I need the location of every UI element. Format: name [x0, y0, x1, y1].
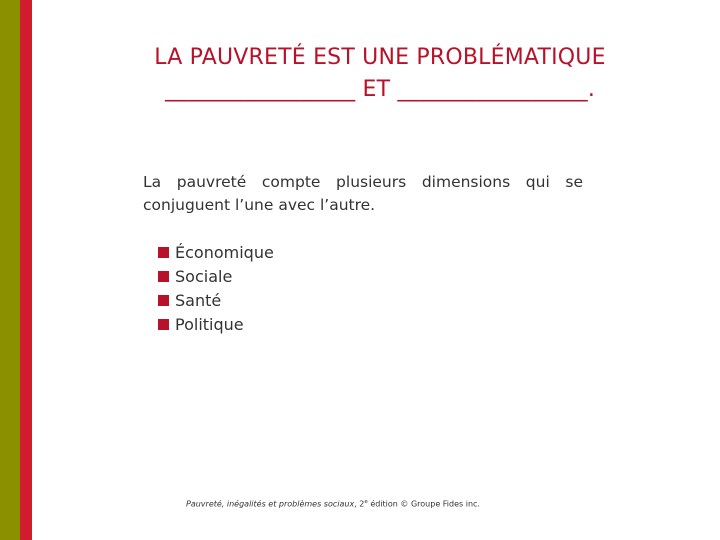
slide-title-line-1: LA PAUVRETÉ EST UNE PROBLÉMATIQUE [154, 45, 606, 70]
slide-title-line-2: _________________ ET _________________. [164, 77, 596, 102]
dimension-list [158, 240, 274, 336]
square-bullet-icon [158, 271, 169, 282]
list-item-label: Politique [175, 314, 244, 334]
square-bullet-icon [158, 247, 169, 258]
footer-edition-rest: édition © Groupe Fides inc. [367, 499, 480, 509]
body-paragraph: La pauvreté compte plusieurs dimensions qui se conjuguent l’une avec l’autre. [143, 173, 583, 214]
list-item [158, 312, 274, 336]
list-item [158, 240, 274, 264]
footer-edition-suffix: e [364, 499, 368, 505]
olive-side-stripe [0, 0, 20, 540]
footer-edition-number: 2 [359, 499, 365, 509]
list-item-label: Santé [175, 290, 222, 310]
list-item-label: Économique [175, 242, 274, 262]
slide-title [60, 42, 700, 106]
list-item [158, 264, 274, 288]
square-bullet-icon [158, 295, 169, 306]
square-bullet-icon [158, 319, 169, 330]
list-item [158, 288, 274, 312]
footer-book-title: Pauvreté, inégalités et problèmes sociaux [186, 499, 355, 509]
copyright-footer: Pauvreté, inégalités et problèmes sociaux, 2e édition © Groupe Fides inc. [186, 499, 480, 509]
red-side-stripe [20, 0, 32, 540]
list-item-label: Sociale [175, 266, 233, 286]
